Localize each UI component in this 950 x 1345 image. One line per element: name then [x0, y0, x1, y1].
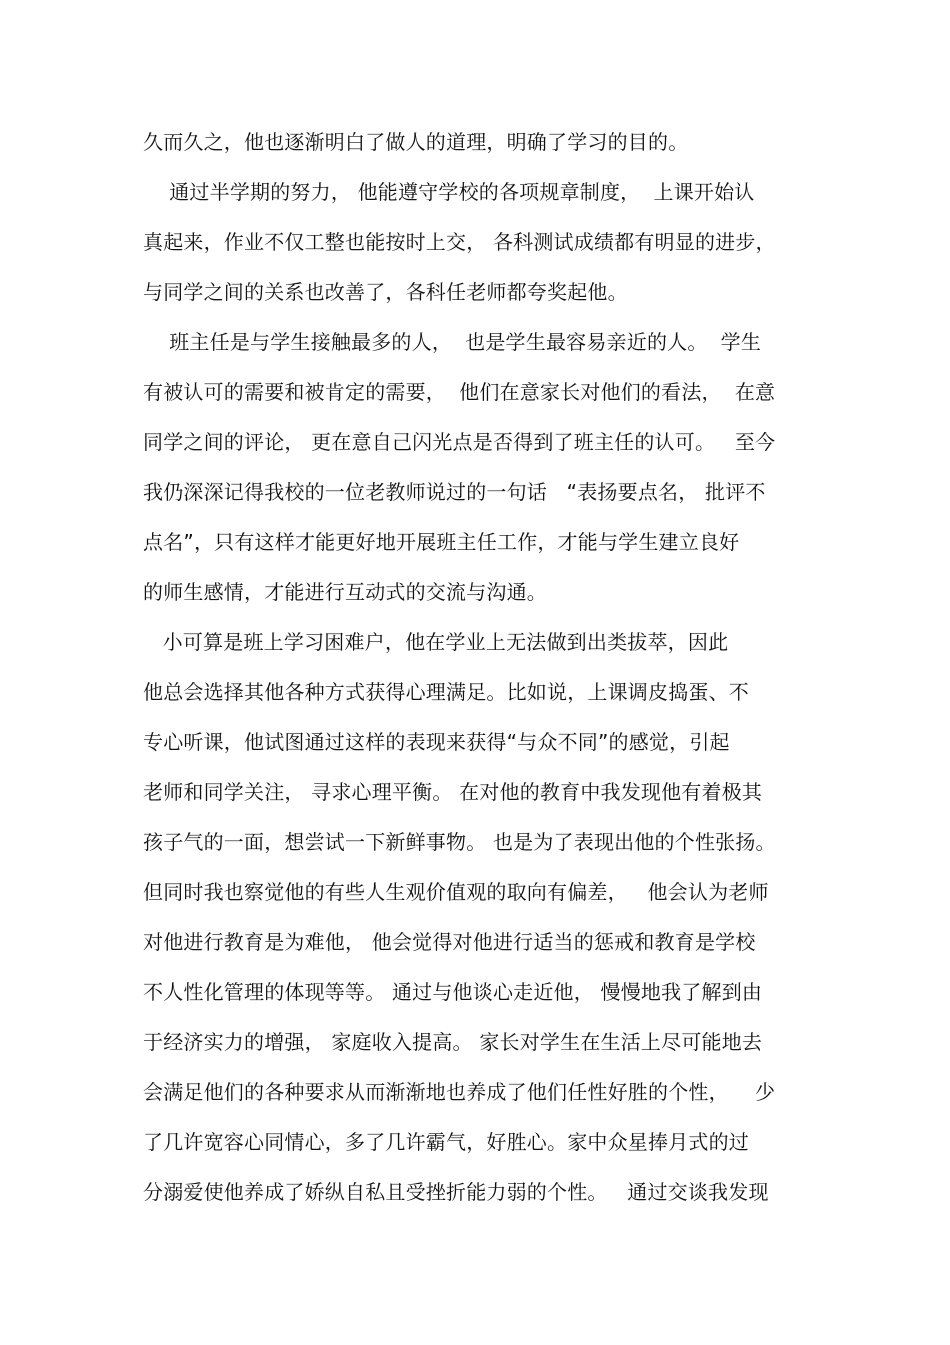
text-line: 专心听课，他试图通过这样的表现来获得“与众不同”的感觉，引起	[143, 730, 730, 754]
text-line: 不人性化管理的体现等等。 通过与他谈心走近他， 慢慢地我了解到由	[143, 980, 763, 1004]
text-line: 久而久之，他也逐渐明白了做人的道理，明确了学习的目的。	[143, 130, 689, 154]
text-line: 与同学之间的关系也改善了，各科任老师都夸奖起他。	[143, 280, 628, 304]
text-line: 分溺爱使他养成了娇纵自私且受挫折能力弱的个性。 通过交谈我发现	[143, 1180, 769, 1204]
text-line: 班主任是与学生接触最多的人， 也是学生最容易亲近的人。 学生	[143, 330, 762, 354]
text-line: 真起来，作业不仅工整也能按时上交， 各科测试成绩都有明显的进步，	[143, 230, 776, 254]
text-line: 了几许宽容心同情心，多了几许霸气，好胜心。家中众星捧月式的过	[143, 1130, 749, 1154]
text-line: 有被认可的需要和被肯定的需要， 他们在意家长对他们的看法， 在意	[143, 380, 776, 404]
text-line: 他总会选择其他各种方式获得心理满足。比如说，上课调皮捣蛋、不	[143, 680, 749, 704]
text-line: 我仍深深记得我校的一位老教师说过的一句话 “表扬要点名， 批评不	[143, 480, 766, 504]
text-line: 的师生感情，才能进行互动式的交流与沟通。	[143, 580, 547, 604]
text-line: 于经济实力的增强， 家庭收入提高。 家长对学生在生活上尽可能地去	[143, 1030, 763, 1054]
text-line: 老师和同学关注， 寻求心理平衡。 在对他的教育中我发现他有着极其	[143, 780, 763, 804]
text-line: 点名”，只有这样才能更好地开展班主任工作，才能与学生建立良好	[143, 530, 740, 554]
text-line: 小可算是班上学习困难户，他在学业上无法做到出类拔萃，因此	[143, 630, 729, 654]
text-line: 孩子气的一面，想尝试一下新鲜事物。 也是为了表现出他的个性张扬。	[143, 830, 776, 854]
text-line: 通过半学期的努力， 他能遵守学校的各项规章制度， 上课开始认	[143, 180, 755, 204]
text-line: 对他进行教育是为难他， 他会觉得对他进行适当的惩戒和教育是学校	[143, 930, 756, 954]
text-line: 会满足他们的各种要求从而渐渐地也养成了他们任性好胜的个性， 少	[143, 1080, 776, 1104]
text-line: 但同时我也察觉他的有些人生观价值观的取向有偏差， 他会认为老师	[143, 880, 769, 904]
text-line: 同学之间的评论， 更在意自己闪光点是否得到了班主任的认可。 至今	[143, 430, 776, 454]
